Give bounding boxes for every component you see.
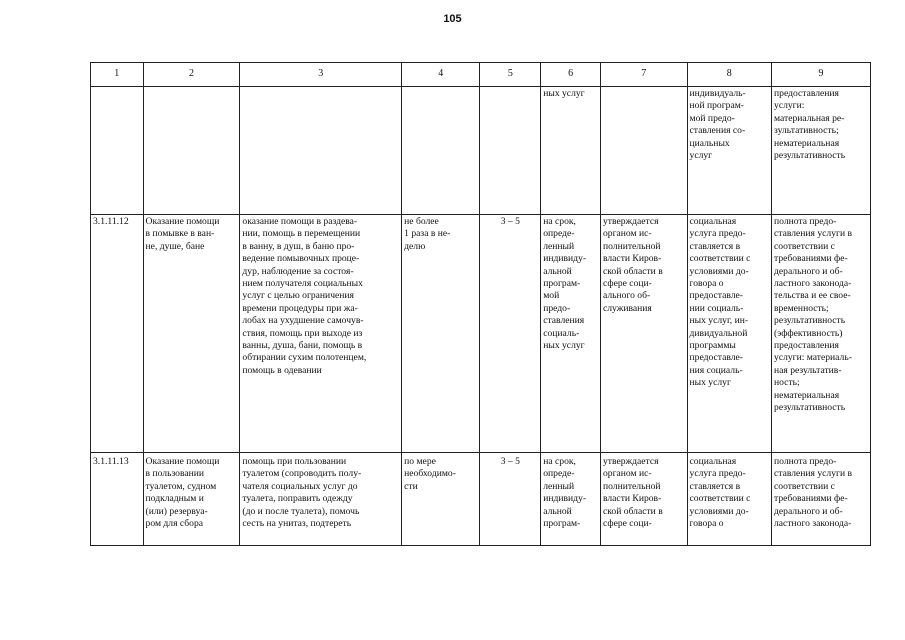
cell-term: на срок, опреде- ленный индивиду- альной програм- bbox=[541, 453, 601, 546]
cell-description bbox=[240, 87, 402, 215]
cell-service-name: Оказание помощи в пользовании туалетом, судном подкладным и (или) резервуа- ром для сбора bbox=[143, 453, 240, 546]
cell-frequency: не более 1 раза в не- делю bbox=[402, 215, 480, 453]
cell-code: 3.1.11.12 bbox=[91, 215, 144, 453]
cell-conditions: социальная услуга предо- ставляется в соответствии с условиями до- говора о предоставле- нии социаль- ных услуг, ин- дивидуальной программы предоставле- ния социаль- ных услуг bbox=[687, 215, 771, 453]
cell-frequency: по мере необходимо- сти bbox=[402, 453, 480, 546]
cell-quality: полнота предо- ставления услуги в соответствии с требованиями фе- дерального и об- ластного законода- bbox=[772, 453, 871, 546]
table-row bbox=[91, 87, 871, 215]
header-row bbox=[91, 63, 871, 87]
column-header-1: 1 bbox=[91, 63, 144, 87]
cell-frequency bbox=[402, 87, 480, 215]
cell-description: оказание помощи в раздева- нии, помощь в перемещении в ванну, в душ, в баню про- ведение помывочных проце- дур, наблюдение за состоя- нием получателя социальных услуг с целью ограничения времени процедуры при жа- лобах на ухудшение самочув- ствия, помощь при выходе из ванны, душа, бани, помощь в обтирании сухим полотенцем, помощь в одевании bbox=[240, 215, 402, 453]
cell-conditions: социальная услуга предо- ставляется в соответствии с условиями до- говора о bbox=[687, 453, 771, 546]
cell-value: 3 – 5 bbox=[480, 453, 541, 546]
cell-tariff bbox=[600, 87, 687, 215]
cell-term: ных услуг bbox=[541, 87, 601, 215]
services-table bbox=[90, 62, 871, 546]
column-header-5: 5 bbox=[480, 63, 541, 87]
cell-conditions: индивидуаль- ной програм- мой предо- ставления со- циальных услуг bbox=[687, 87, 771, 215]
column-header-3: 3 bbox=[240, 63, 402, 87]
column-header-6: 6 bbox=[541, 63, 601, 87]
cell-value bbox=[480, 87, 541, 215]
column-header-8: 8 bbox=[687, 63, 771, 87]
cell-code bbox=[91, 87, 144, 215]
cell-service-name bbox=[143, 87, 240, 215]
cell-code: 3.1.11.13 bbox=[91, 453, 144, 546]
column-header-9: 9 bbox=[772, 63, 871, 87]
cell-value: 3 – 5 bbox=[480, 215, 541, 453]
column-header-7: 7 bbox=[600, 63, 687, 87]
cell-description: помощь при пользовании туалетом (сопроводить полу- чателя социальных услуг до туалета, поправить одежду (до и после туалета), помочь сесть на унитаз, подтереть bbox=[240, 453, 402, 546]
cell-term: на срок, опреде- ленный индивиду- альной програм- мой предо- ставления социаль- ных услуг bbox=[541, 215, 601, 453]
page-number: 105 bbox=[443, 13, 462, 25]
cell-quality: полнота предо- ставления услуги в соответствии с требованиями фе- дерального и об- ластного законода- тельства и ее свое- временность; результативность (эффективность) предоставления услуги: материаль- ная результатив- ность; нематериальная результативность bbox=[772, 215, 871, 453]
cell-tariff: утверждается органом ис- полнительной власти Киров- ской области в сфере соци- bbox=[600, 453, 687, 546]
column-header-2: 2 bbox=[143, 63, 240, 87]
column-header-4: 4 bbox=[402, 63, 480, 87]
table-row bbox=[91, 215, 871, 453]
cell-service-name: Оказание помощи в помывке в ван- не, душе, бане bbox=[143, 215, 240, 453]
cell-tariff: утверждается органом ис- полнительной власти Киров- ской области в сфере соци- ального об- служивания bbox=[600, 215, 687, 453]
table-row bbox=[91, 453, 871, 546]
cell-quality: предоставления услуги: материальная ре- зультативность; нематериальная результативность bbox=[772, 87, 871, 215]
